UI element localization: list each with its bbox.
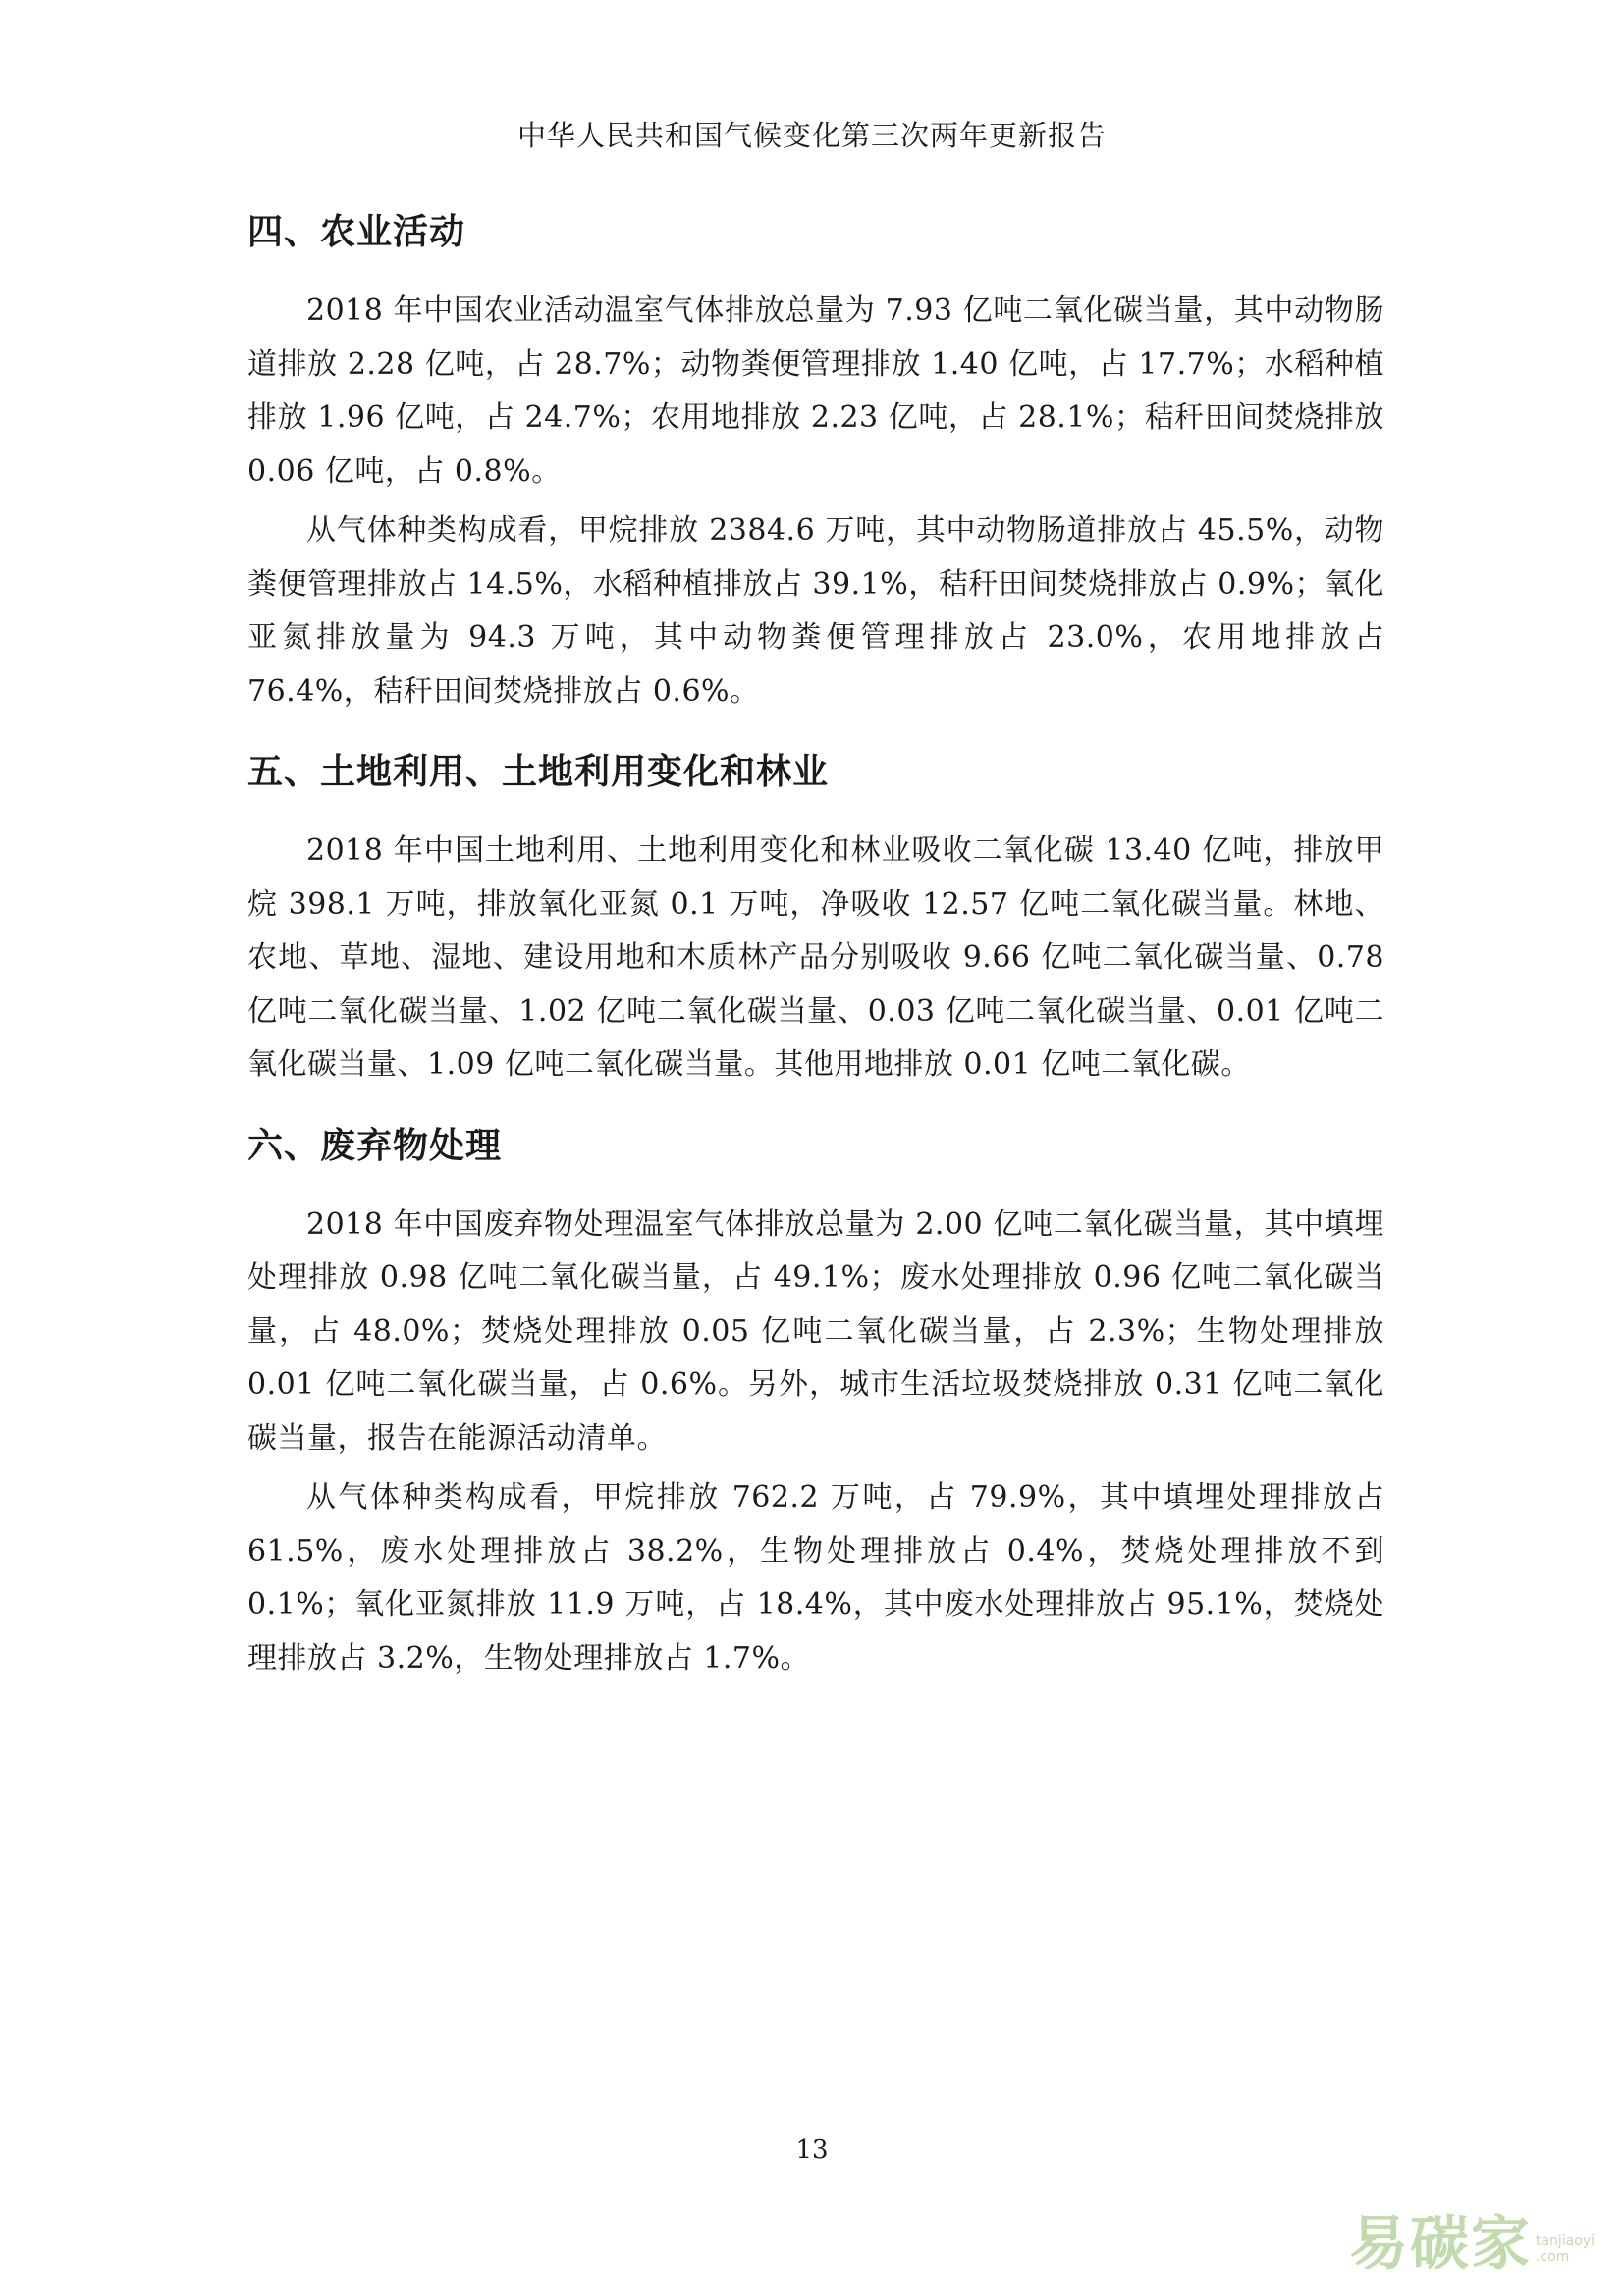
section-agriculture [247,208,1384,719]
section-heading: 六、废弃物处理 [247,1125,503,1166]
watermark-logo-text: 易碳家 [1348,2210,1532,2278]
section-waste [247,1122,1384,1686]
watermark-domain-suffix: .com [1535,2249,1570,2265]
page-number: 13 [795,2135,829,2164]
paragraph: 2018 年中国废弃物处理温室气体排放总量为 2.00 亿吨二氧化碳当量，其中填埋处理排放 0.98 亿吨二氧化碳当量，占 49.1%；废水处理排放 0.96 亿吨二氧化碳当量，占 48.0%；焚烧处理排放 0.05 亿吨二氧化碳当量，占 2.3%；生物处理排放 0.01 亿吨二氧化碳当量，占 0.6%。另外，城市生活垃圾焚烧排放 0.31 亿吨二氧化碳当量，报告在能源活动清单。 [247,1206,1384,1456]
paragraph: 从气体种类构成看，甲烷排放 762.2 万吨，占 79.9%，其中填埋处理排放占 61.5%，废水处理排放占 38.2%，生物处理排放占 0.4%，焚烧处理排放不到 0.1%；氧化亚氮排放 11.9 万吨，占 18.4%，其中废水处理排放占 95.1%，焚烧处理排放占 3.2%，生物处理排放占 1.7%。 [247,1480,1384,1676]
section-heading: 五、土地利用、土地利用变化和林业 [247,752,830,792]
paragraph: 从气体种类构成看，甲烷排放 2384.6 万吨，其中动物肠道排放占 45.5%，动物粪便管理排放占 14.5%，水稻种植排放占 39.1%，秸秆田间焚烧排放占 0.9%；氧化亚氮排放量为 94.3 万吨，其中动物粪便管理排放占 23.0%，农用地排放占 76.4%，秸秆田间焚烧排放占 0.6%。 [247,513,1384,709]
paragraph: 2018 年中国农业活动温室气体排放总量为 7.93 亿吨二氧化碳当量，其中动物肠道排放 2.28 亿吨，占 28.7%；动物粪便管理排放 1.40 亿吨，占 17.7%；水稻种植排放 1.96 亿吨，占 24.7%；农用地排放 2.23 亿吨，占 28.1%；秸秆田间焚烧排放 0.06 亿吨，占 0.8%。 [247,294,1384,489]
watermark-logo [1349,2212,1595,2276]
paragraph: 2018 年中国土地利用、土地利用变化和林业吸收二氧化碳 13.40 亿吨，排放甲烷 398.1 万吨，排放氧化亚氮 0.1 万吨，净吸收 12.57 亿吨二氧化碳当量。林地、农地、草地、湿地、建设用地和木质林产品分别吸收 9.66 亿吨二氧化碳当量、0.78 亿吨二氧化碳当量、1.02 亿吨二氧化碳当量、0.03 亿吨二氧化碳当量、0.01 亿吨二氧化碳当量、1.09 亿吨二氧化碳当量。其他用地排放 0.01 亿吨二氧化碳。 [247,833,1384,1082]
watermark-logo-domain [1536,2233,1595,2265]
section-heading: 四、农业活动 [247,212,466,252]
running-header: 中华人民共和国气候变化第三次两年更新报告 [516,119,1107,152]
section-land-use [247,748,1384,1093]
watermark-domain-name: tanjiaoyi [1535,2233,1595,2249]
document-body [247,208,1384,1715]
